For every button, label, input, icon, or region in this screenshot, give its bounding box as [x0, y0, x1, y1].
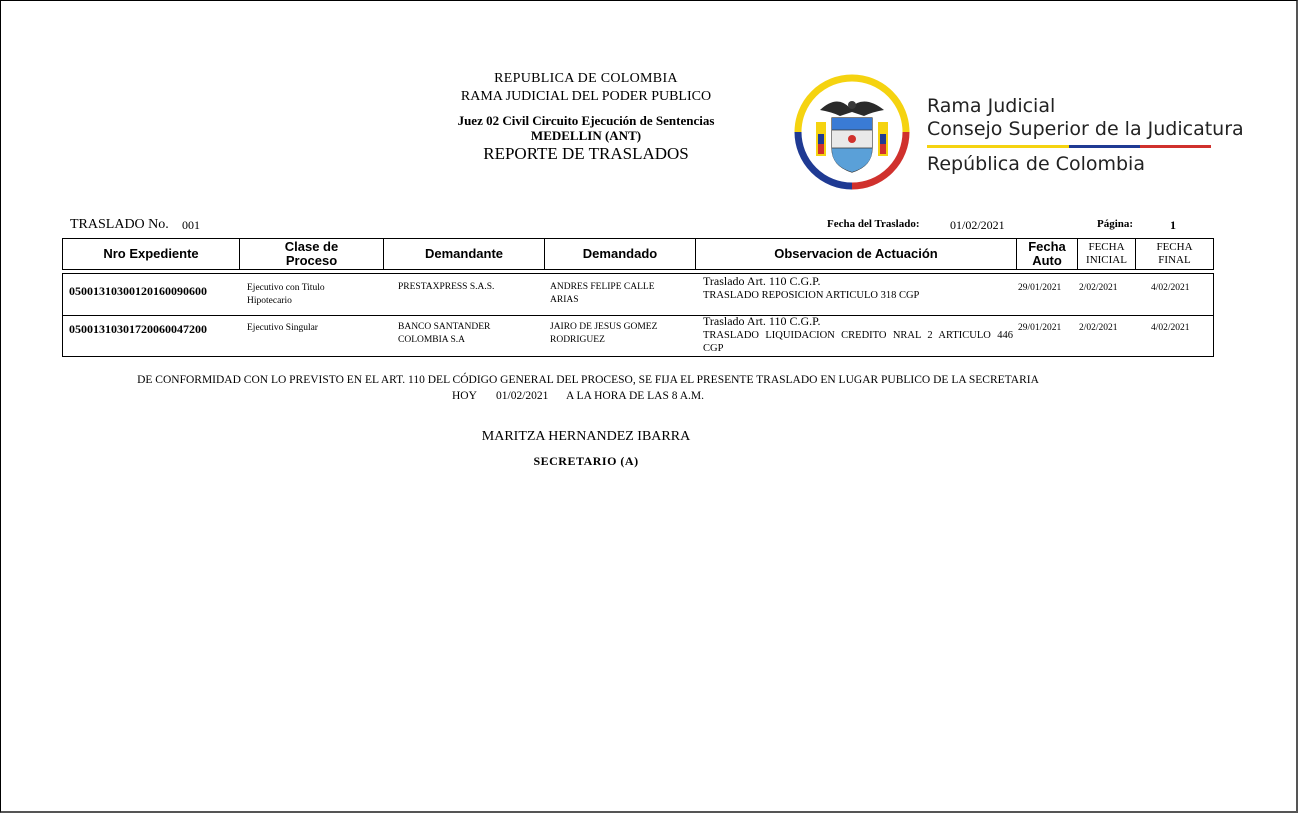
hoy-date: 01/02/2021: [496, 390, 549, 402]
col-expediente: Nro Expediente: [103, 246, 199, 261]
cell-demandado: JAIRO DE JESUS GOMEZ RODRIGUEZ: [550, 322, 658, 345]
cell-expediente: 05001310300120160090600: [69, 284, 207, 298]
hora-text: A LA HORA DE LAS 8 A.M.: [566, 390, 705, 402]
col-demandante: Demandante: [424, 246, 504, 261]
header-city: MEDELLIN (ANT): [530, 128, 642, 143]
report-title: REPORTE DE TRASLADOS: [483, 144, 689, 163]
col-demandado: Demandado: [582, 246, 658, 261]
coat-of-arms-icon: [792, 72, 912, 192]
cell-demandado: ANDRES FELIPE CALLE ARIAS: [550, 282, 655, 305]
cell-obs-title: Traslado Art. 110 C.G.P.: [703, 274, 821, 288]
cell-clase: Ejecutivo con Titulo Hipotecario: [247, 283, 325, 306]
table-body: [62, 273, 1214, 357]
col-fecha-auto: Fecha Auto: [1028, 239, 1066, 268]
pagina-value: 1: [1170, 218, 1176, 232]
header-country: REPUBLICA DE COLOMBIA: [494, 71, 678, 86]
col-fecha-final: FECHA FINAL: [1156, 241, 1193, 266]
rama-judicial-logo: [792, 72, 912, 192]
cell-demandante: BANCO SANTANDER COLOMBIA S.A: [398, 322, 491, 345]
table-row: [63, 315, 1213, 356]
legal-notice: DE CONFORMIDAD CON LO PREVISTO EN EL ART. 110 DEL CÓDIGO GENERAL DEL PROCESO, SE FIJA EL PRESENTE TRASLADO EN LUGAR PUBLICO DE LA SECRETARIA: [137, 374, 1039, 386]
cell-fecha-auto: 29/01/2021: [1018, 283, 1062, 293]
table-row: [63, 274, 1213, 316]
traslado-number: 001: [182, 218, 200, 232]
cell-fecha-inicial: 2/02/2021: [1079, 283, 1118, 293]
hoy-label: HOY: [452, 390, 477, 402]
cell-fecha-final: 4/02/2021: [1151, 283, 1190, 293]
brand-name: Rama Judicial: [927, 95, 1056, 117]
brand-country: República de Colombia: [927, 153, 1145, 175]
cell-obs-title: Traslado Art. 110 C.G.P.: [703, 314, 821, 328]
header-branch: RAMA JUDICIAL DEL PODER PUBLICO: [460, 89, 712, 104]
signer-role: SECRETARIO (A): [533, 454, 639, 468]
cell-fecha-final: 4/02/2021: [1151, 323, 1190, 333]
pagina-label: Página:: [1097, 218, 1134, 230]
col-observacion: Observacion de Actuación: [774, 246, 938, 261]
traslado-label: TRASLADO No.: [70, 217, 169, 232]
cell-demandante: PRESTAXPRESS S.A.S.: [398, 282, 495, 292]
fecha-traslado-label: Fecha del Traslado:: [827, 218, 920, 230]
table-header: [62, 238, 1214, 270]
col-fecha-inicial: FECHA INICIAL: [1086, 241, 1127, 266]
cell-fecha-auto: 29/01/2021: [1018, 323, 1062, 333]
cell-clase: Ejecutivo Singular: [247, 323, 318, 333]
signer-name: MARITZA HERNANDEZ IBARRA: [481, 429, 691, 444]
cell-obs-detail: TRASLADO LIQUIDACION CREDITO NRAL 2 ARTICULO 446 CGP: [703, 330, 1013, 354]
brand-council: Consejo Superior de la Judicatura: [927, 118, 1244, 140]
cell-fecha-inicial: 2/02/2021: [1079, 323, 1118, 333]
header-court: Juez 02 Civil Circuito Ejecución de Sentencias: [457, 113, 715, 128]
flag-stripe: [927, 145, 1211, 148]
cell-expediente: 05001310301720060047200: [69, 322, 207, 336]
col-clase: Clase de Proceso: [284, 239, 339, 268]
cell-obs-detail: TRASLADO REPOSICION ARTICULO 318 CGP: [703, 290, 920, 301]
fecha-traslado-value: 01/02/2021: [950, 218, 1005, 232]
